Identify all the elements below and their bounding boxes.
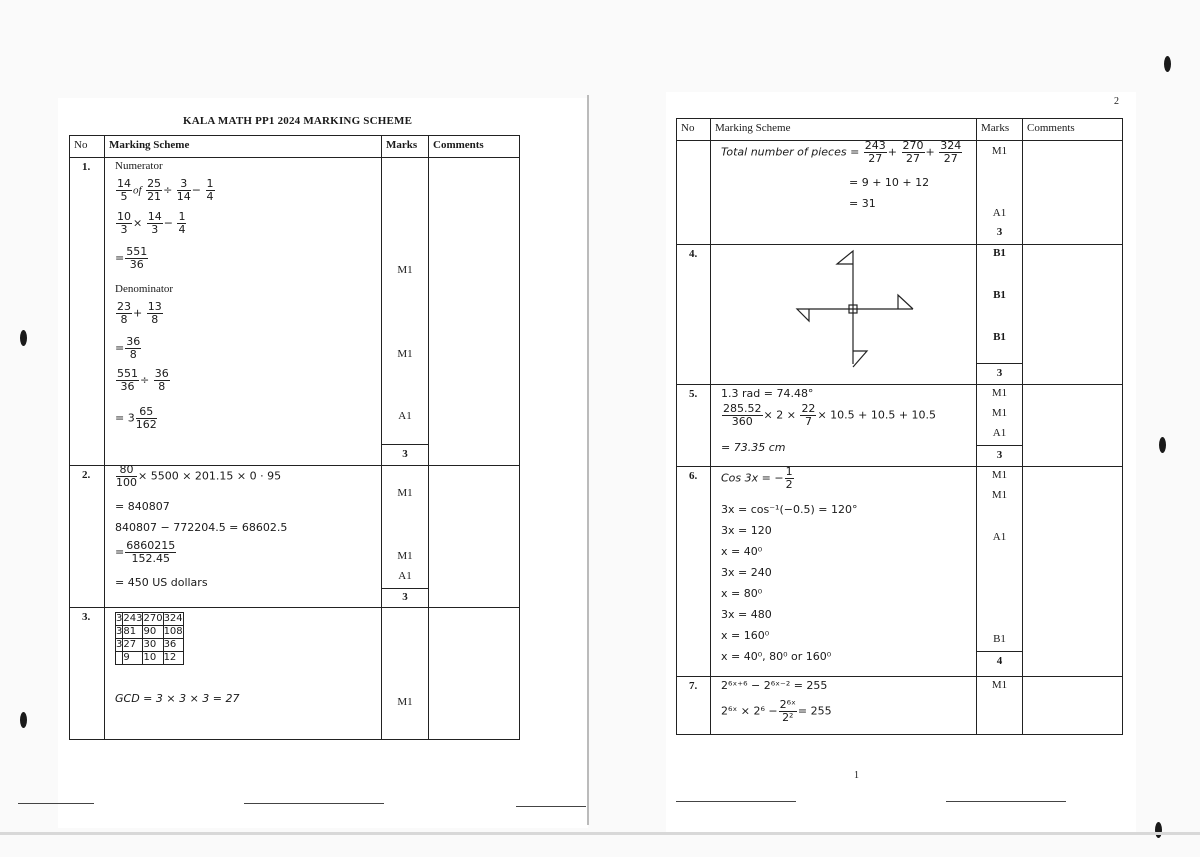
total-mark: 3 [402, 591, 408, 603]
total-mark: 3 [996, 226, 1003, 238]
question-number: 1. [82, 161, 91, 173]
question-number: 7. [689, 680, 698, 692]
total-mark: 3 [996, 449, 1003, 461]
scan-line [516, 806, 586, 807]
q6-answer: x = 40⁰, 80⁰ or 160⁰ [721, 650, 832, 663]
q3-answer: = 31 [849, 197, 876, 210]
question-7-row [677, 677, 1123, 735]
total-pieces-line: Total number of pieces = $\frac{243}{27}$ + $\frac{270}{27}$ + $\frac{324}{27}$ [721, 139, 962, 165]
q6-step: 3x = 120 [721, 524, 772, 537]
mark: B1 [993, 289, 1006, 301]
mark: M1 [397, 487, 413, 499]
question-number: 4. [689, 248, 698, 260]
q2-step-4: = $\frac{6860215}{152.45}$ [115, 539, 176, 565]
question-1-row [70, 158, 520, 466]
punch-hole-mark [1164, 56, 1171, 72]
q1-answer: = 3 $\frac{65}{162}$ [115, 405, 157, 431]
q6-step: 3x = 480 [721, 608, 772, 621]
punch-hole-mark [20, 330, 27, 346]
header-comments: Comments [429, 136, 520, 158]
page-number: 2 [1114, 96, 1119, 107]
mark: M1 [397, 264, 413, 276]
mark: B1 [993, 331, 1006, 343]
gcd-line: GCD = 3 × 3 × 3 = 27 [115, 692, 240, 705]
mark: M1 [397, 550, 413, 562]
scan-line [18, 803, 94, 804]
q6-step: 3x = 240 [721, 566, 772, 579]
q6-step-1: Cos 3x = − $\frac{1}{2}$ [721, 465, 793, 491]
q5-step-1: 1.3 rad = 74.48° [721, 387, 814, 400]
punch-hole-mark [1159, 437, 1166, 453]
q1-step-3: = $\frac{551}{36}$ [115, 245, 148, 271]
question-number: 5. [689, 388, 698, 400]
total-mark: 4 [996, 655, 1003, 667]
gcd-division-table: 3 243 270 324 3 81 90 108 3 27 30 36 9 10 12 [116, 613, 183, 663]
mark: M1 [397, 348, 413, 360]
question-number: 6. [689, 470, 698, 482]
q5-step-2: $\frac{285.52}{360}$ × 2 × $\frac{22}{7}$ × 10.5 + 10.5 + 10.5 [723, 402, 937, 428]
question-3-continued-row [677, 141, 1123, 245]
mark: A1 [992, 427, 1007, 439]
mark: A1 [398, 570, 412, 582]
mark: M1 [991, 469, 1008, 481]
mark: M1 [397, 696, 413, 708]
header-no: No [70, 136, 105, 158]
q5-answer: = 73.35 cm [721, 441, 786, 454]
q1-step-6: $\frac{551}{36}$ ÷ $\frac{36}{8}$ [117, 367, 169, 393]
right-marking-table [676, 118, 1123, 735]
scan-line [946, 801, 1066, 802]
footer-page-number: 1 [854, 770, 859, 781]
question-6-row [677, 467, 1123, 677]
scan-fold [0, 832, 1200, 835]
q1-step-2: $\frac{10}{3}$ × $\frac{14}{3}$ − $\frac{1}{4}$ [117, 210, 186, 236]
question-3-row [70, 608, 520, 740]
mark: B1 [993, 247, 1006, 259]
header-scheme: Marking Scheme [711, 119, 977, 141]
left-marking-table [69, 135, 520, 740]
question-2-row [70, 466, 520, 608]
header-no: No [677, 119, 711, 141]
mark: A1 [992, 531, 1007, 543]
header-marks: Marks [977, 119, 1023, 141]
q6-step: x = 160⁰ [721, 629, 770, 642]
header-scheme: Marking Scheme [105, 136, 382, 158]
page-gutter [587, 95, 589, 825]
rotated-shape-diagram [783, 249, 923, 379]
scan-line [676, 801, 796, 802]
q7-step-2: 2⁶ˣ × 2⁶ − $\frac{\text{2⁶ˣ}}{\text{2²}}$ = 255 [721, 698, 832, 724]
total-mark: 3 [996, 367, 1003, 379]
scan-line [244, 803, 384, 804]
q6-step: x = 40⁰ [721, 545, 763, 558]
mark: A1 [398, 410, 412, 422]
q2-answer: = 450 US dollars [115, 576, 208, 589]
mark: M1 [991, 407, 1008, 419]
page-title: KALA MATH PP1 2024 MARKING SCHEME [183, 115, 413, 127]
denominator-label: Denominator [115, 283, 174, 295]
punch-hole-mark [20, 712, 27, 728]
total-mark: 3 [402, 448, 408, 460]
mark: M1 [991, 387, 1008, 399]
numerator-label: Numerator [115, 160, 163, 172]
header-comments: Comments [1023, 119, 1123, 141]
q1-step-5: = $\frac{36}{8}$ [115, 335, 141, 361]
mark: A1 [992, 207, 1007, 219]
mark: B1 [993, 633, 1006, 645]
question-5-row [677, 385, 1123, 467]
q1-step-4: $\frac{23}{8}$ + $\frac{13}{8}$ [117, 300, 162, 326]
mark: M1 [991, 489, 1008, 501]
question-number: 2. [82, 469, 91, 481]
question-number: 3. [82, 611, 91, 623]
q1-step-1: $\frac{14}{5}$ of $\frac{25}{21}$ ÷ $\frac{3}{14}$ − $\frac{1}{4}$ [117, 177, 214, 203]
q2-step-1: $\frac{80}{100}$ × 5500 × 201.15 × 0 · 95 [116, 463, 282, 489]
q6-step: x = 80⁰ [721, 587, 763, 600]
q6-step: 3x = cos⁻¹(−0.5) = 120° [721, 503, 858, 516]
mark: M1 [991, 679, 1008, 691]
question-4-row [677, 245, 1123, 385]
mark: M1 [991, 145, 1008, 157]
q7-step-1: 2⁶ˣ⁺⁶ − 2⁶ˣ⁻² = 255 [721, 679, 828, 692]
q2-step-3: 840807 − 772204.5 = 68602.5 [115, 521, 288, 534]
header-marks: Marks [382, 136, 429, 158]
q2-step-2: = 840807 [115, 500, 170, 513]
q3-sum-line: = 9 + 10 + 12 [849, 176, 930, 189]
punch-hole-mark [1155, 822, 1162, 838]
